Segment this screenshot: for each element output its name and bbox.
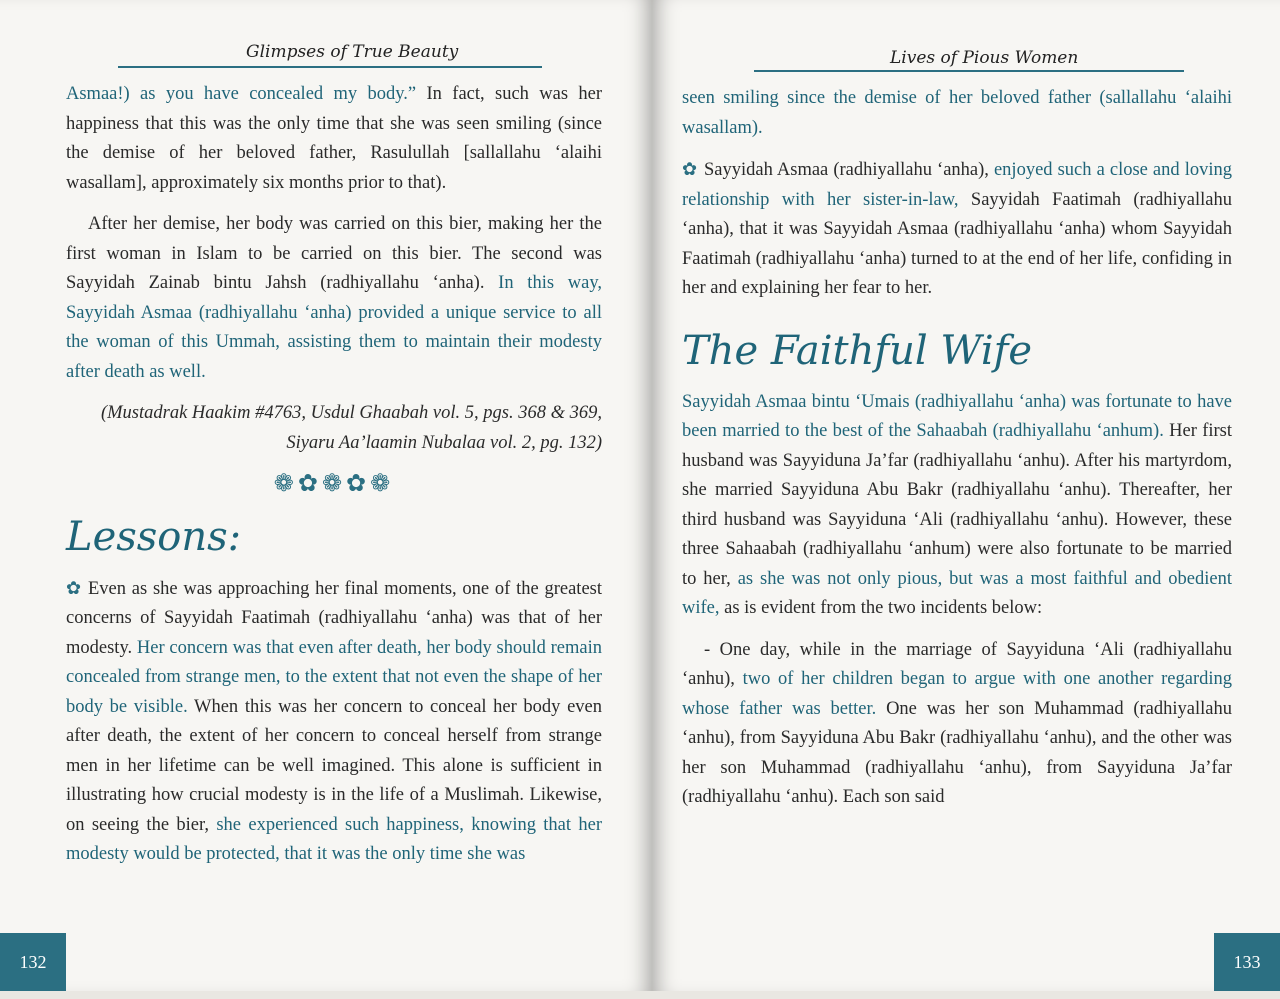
body-text: When this was her concern to conceal her body even after death, the extent of her concern to conceal herself from strange men in her lifetime can be well imagined. This alone is sufficient in illustrating how crucial modesty is in the life of a Muslimah. Likewise, on seeing the bier, [66,696,602,835]
highlight-text: seen smiling since the demise of her beloved father (sallallahu ‘alaihi wasallam). [682,88,1232,138]
right-body [682,84,1232,825]
page-number-left: 132 [0,933,66,991]
body-text: Sayyidah Faatimah (radhiyallahu ‘anha), that it was Sayyidah Asmaa (radhiyallahu ‘anha) whom Sayyidah Faatimah (radhiyallahu ‘anha) turned to at the end of her life, confiding in her and explaining her fear to her. [682,189,1232,298]
right-paragraph-3 [682,388,1232,624]
highlight-text: enjoyed such a close and loving relationship with her sister-in-law, [682,160,1232,210]
highlight-text: Sayyidah Asmaa bintu ‘Umais (radhiyallahu ‘anha) was fortunate to have been married to the best of the Sahaabah (radhiyallahu ‘anhum). [682,391,1232,441]
lessons-heading: Lessons: [66,513,242,560]
body-text: as is evident from the two incidents below: [719,598,1043,618]
body-text: - One day, while in the marriage of Sayyiduna ‘Ali (radhiyallahu ‘anhu), [682,639,1232,689]
flower-bullet-icon: ✿ [66,577,82,598]
body-text: One was her son Muhammad (radhiyallahu ‘anhu), from Sayyiduna Abu Bakr (radhiyallahu ‘anhu), and the other was her son Muhammad (radhiyallahu ‘anhu), from Sayyiduna Ja’far (radhiyallahu ‘anhu). Each son said [682,698,1232,807]
faithful-wife-heading: The Faithful Wife [682,327,1033,374]
left-body [66,80,602,882]
highlight-text: she experienced such happiness, knowing that her modesty would be protected, that it was the only time she was [66,814,602,864]
body-text: In fact, such was her happiness that this was the only time that she was seen smiling (since the demise of her beloved father, Rasulullah [sallallahu ‘alaihi wasallam], approximately six months prior to that). [66,84,603,193]
right-paragraph-1 [682,84,1232,143]
highlight-text: as she was not only pious, but was a most faithful and obedient wife, [682,568,1232,618]
body-text: Her first husband was Sayyiduna Ja’far (radhiyallahu ‘anhu). After his martyrdom, she married Sayyiduna Abu Bakr (radhiyallahu ‘anhu). Thereafter, her third husband was Sayyiduna ‘Ali (radhiyallahu ‘anhu). However, these three Sahaabah (radhiyallahu ‘anhum) were also fortunate to be married to her, [682,421,1232,589]
highlight-text: Her concern was that even after death, her body should remain concealed from strange men, to the extent that not even the shape of her body be visible. [66,637,602,717]
citation: (Mustadrak Haakim #4763, Usdul Ghaabah vol. 5, pgs. 368 & 369, Siyaru Aa’laamin Nubalaa vol. 2, pg. 132) [100,403,602,453]
flower-bullet-icon: ✿ [682,159,698,179]
left-paragraph-2 [66,210,602,387]
running-head-right: Lives of Pious Women [890,48,1079,68]
header-rule-left [118,66,542,68]
body-text: Even as she was approaching her final moments, one of the greatest concerns of Sayyidah Faatimah (radhiyallahu ‘anha) was that of her modesty. [66,578,602,658]
left-paragraph-3 [66,574,602,870]
body-text: Sayyidah Asmaa (radhiyallahu ‘anha), [704,160,994,180]
right-paragraph-4 [682,636,1232,813]
right-page [652,0,1280,991]
highlight-text: Asmaa!) as you have concealed my body.” [66,84,417,104]
ornament-divider: ❁✿❁✿❁ [273,471,395,497]
page-number-right: 133 [1214,933,1280,991]
highlight-text: two of her children began to argue with one another regarding whose father was better. [682,669,1232,719]
highlight-text: In this way, Sayyidah Asmaa (radhiyallahu ‘anha) provided a unique service to all the woman of this Ummah, assisting them to maintain their modesty after death as well. [66,273,602,382]
left-paragraph-1 [66,80,602,198]
right-paragraph-2 [682,155,1232,304]
header-rule-right [754,70,1184,72]
body-text: After her demise, her body was carried on this bier, making her the first woman in Islam to be carried on this bier. The second was Sayyidah Zainab bintu Jahsh (radhiyallahu ‘anha). [66,214,602,293]
running-head-left: Glimpses of True Beauty [246,42,459,62]
